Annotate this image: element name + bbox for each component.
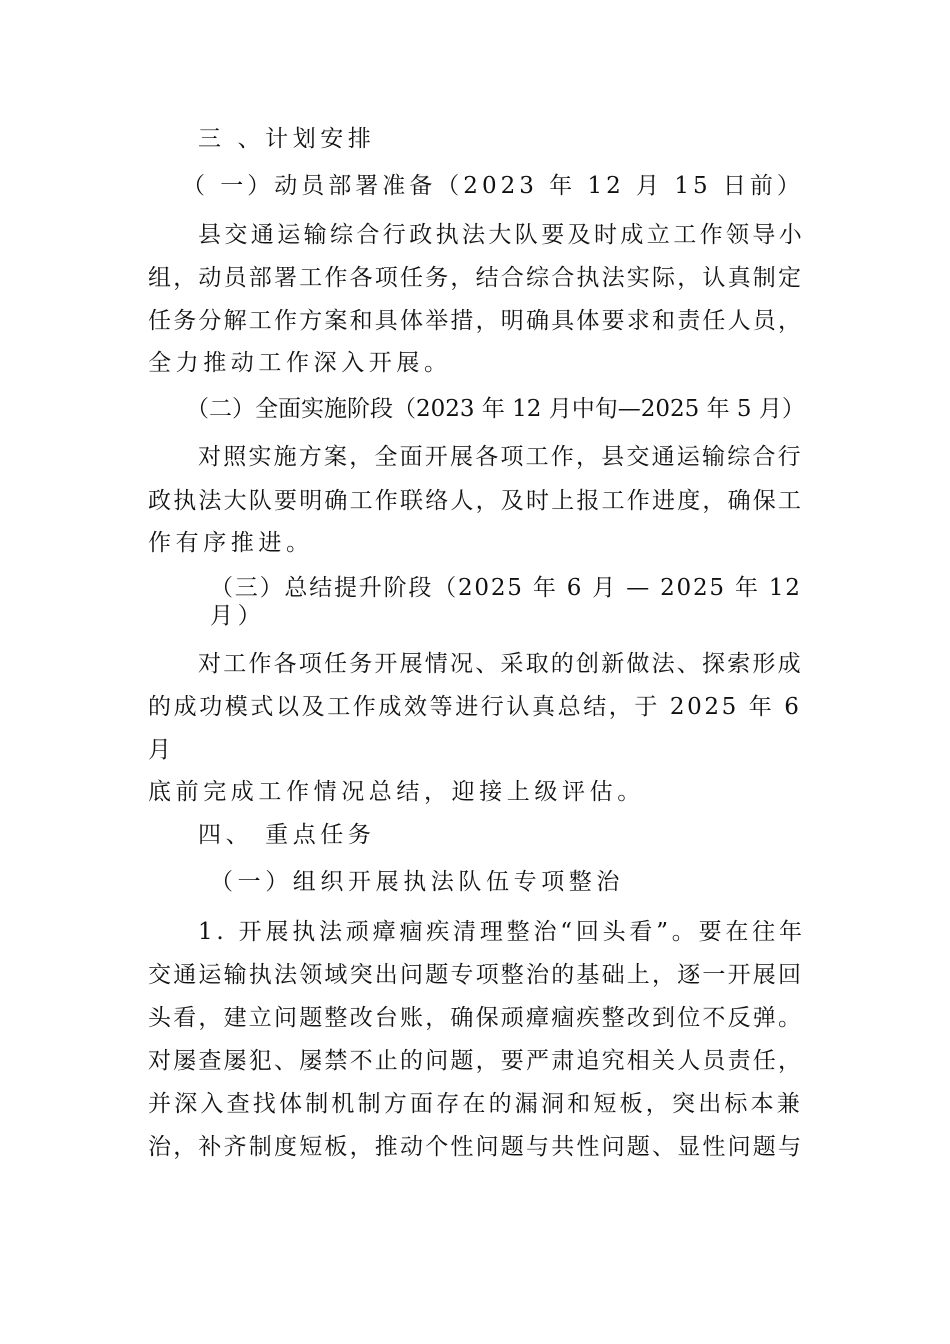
paragraph-line: 县交通运输综合行政执法大队要及时成立工作领导小 <box>198 222 806 248</box>
paragraph-line: 底前完成工作情况总结，迎接上级评估。 <box>148 779 645 805</box>
paragraph-line: 对屡查屡犯、屡禁不止的问题，要严肃追究相关人员责任， <box>148 1048 804 1074</box>
phase2-title: （二）全面实施阶段（2023 年 12 月中旬—2025 年 5 月） <box>186 396 805 422</box>
phase3-title: （三）总结提升阶段（2025 年 6 月 — 2025 年 12 <box>210 575 802 601</box>
paragraph-line: 头看，建立问题整改台账，确保顽瘴痼疾整改到位不反弹。 <box>148 1005 804 1031</box>
paragraph-line: 作有序推进。 <box>148 530 314 556</box>
paragraph-line: 对工作各项任务开展情况、采取的创新做法、探索形成 <box>198 651 803 677</box>
paragraph-line: 交通运输执法领域突出问题专项整治的基础上，逐一开展回 <box>148 962 804 988</box>
paragraph-line: 并深入查找体制机制方面存在的漏洞和短板，突出标本兼 <box>148 1091 803 1117</box>
paragraph-line: 政执法大队要明确工作联络人，及时上报工作进度，确保工 <box>148 488 804 514</box>
task1-title: （一）组织开展执法队伍专项整治 <box>210 869 624 895</box>
phase3-title-continued: 月） <box>210 603 266 629</box>
paragraph-line: 组，动员部署工作各项任务，结合综合执法实际，认真制定 <box>148 265 804 291</box>
section-heading-tasks: 四、 重点任务 <box>198 822 376 848</box>
phase1-title: （ 一）动员部署准备（2023 年 12 月 15 日前） <box>182 173 804 199</box>
paragraph-line: 任务分解工作方案和具体举措，明确具体要求和责任人员， <box>148 308 804 334</box>
paragraph-line: 月 <box>148 737 176 763</box>
paragraph-line: 的成功模式以及工作成效等进行认真总结，于 2025 年 6 <box>148 694 802 720</box>
paragraph-line: 对照实施方案，全面开展各项工作，县交通运输综合行 <box>198 444 803 470</box>
section-heading-plan: 三 、计划安排 <box>198 126 376 152</box>
paragraph-line: 治，补齐制度短板，推动个性问题与共性问题、显性问题与 <box>148 1134 804 1160</box>
paragraph-line: 全力推动工作深入开展。 <box>148 350 452 376</box>
paragraph-line: 1. 开展执法顽瘴痼疾清理整治“回头看”。要在往年 <box>198 919 806 945</box>
